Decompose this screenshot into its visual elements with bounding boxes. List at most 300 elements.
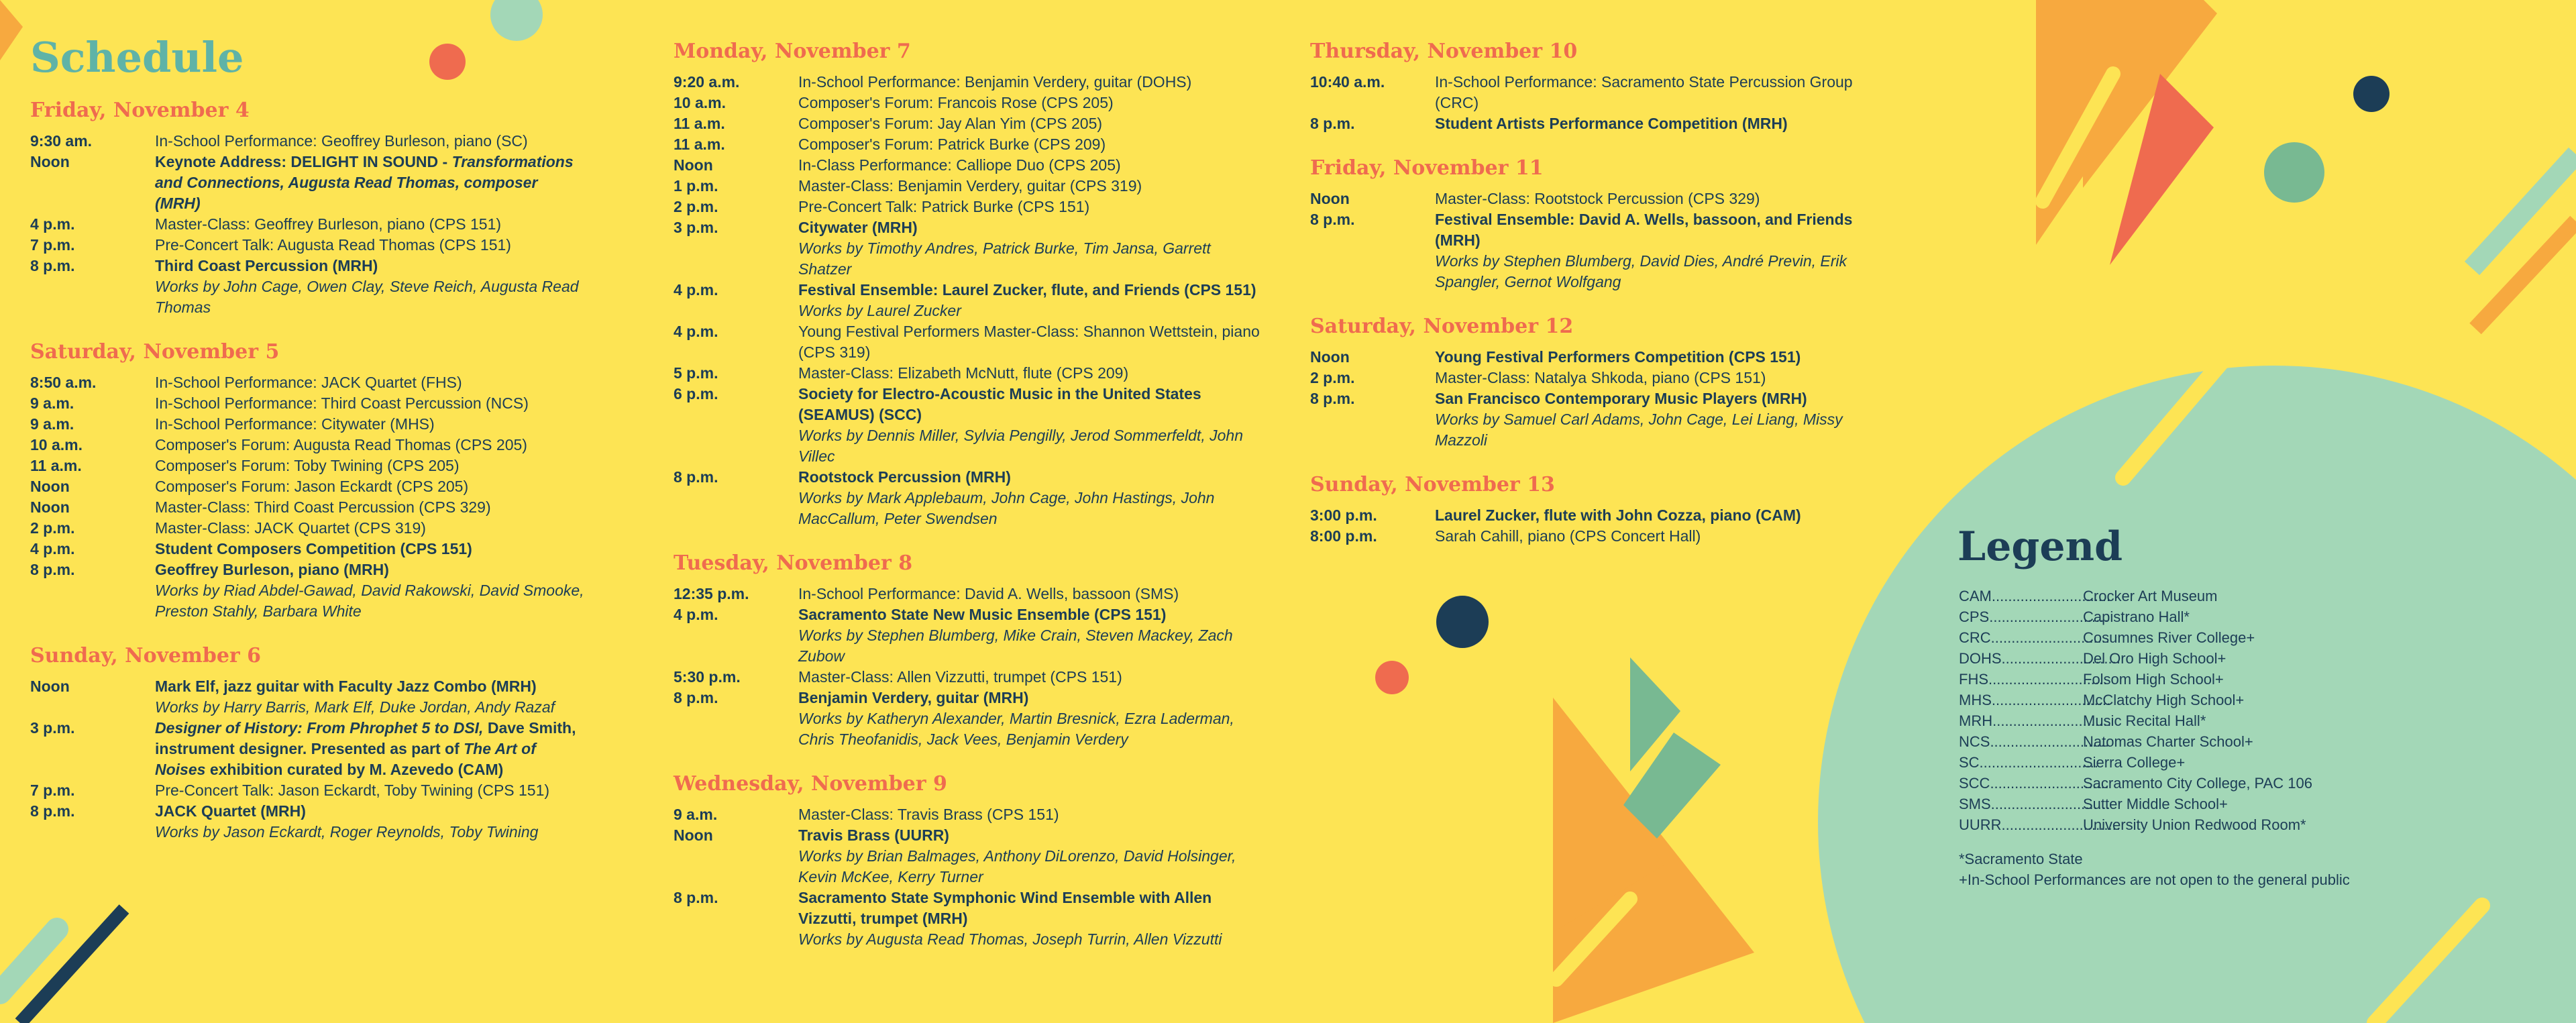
event-time: 5 p.m. (674, 364, 718, 382)
event-description (798, 72, 1264, 93)
event-title (798, 363, 1264, 384)
day-heading: Sunday, November 6 (30, 644, 262, 667)
event-works: Works by Stephen Blumberg, Mike Crain, Steven Mackey, Zach Zubow (798, 627, 1233, 665)
event-time: 8:00 p.m. (1310, 527, 1377, 545)
event-title (798, 467, 1264, 488)
event-title-text: Master-Class: JACK Quartet (CPS 319) (155, 519, 426, 537)
event-works: Works by Samuel Carl Adams, John Cage, Lei Liang, Missy Mazzoli (1435, 411, 1843, 449)
event-row (1310, 347, 1894, 368)
event-title (1435, 368, 1894, 388)
event-title (798, 72, 1264, 93)
legend-item (1959, 586, 2442, 606)
day-heading: Friday, November 4 (30, 99, 250, 122)
event-title-text: Rootstock Percussion (MRH) (798, 468, 1011, 486)
event-time: 2 p.m. (30, 519, 75, 537)
event-time: 4 p.m. (674, 606, 718, 623)
event-description (798, 887, 1264, 950)
event-time: Noon (1310, 190, 1350, 207)
event-title-text: Student Composers Competition (CPS 151) (155, 540, 472, 557)
event-row (30, 539, 587, 559)
event-title (798, 584, 1264, 604)
schedule-column-3 (1310, 40, 1894, 570)
legend-item (1959, 606, 2442, 627)
event-description (155, 780, 587, 801)
event-row (30, 780, 587, 801)
day-section (1310, 40, 1894, 134)
legend-title: Legend (1957, 523, 2123, 570)
event-row (674, 197, 1264, 217)
navy-dot (1436, 596, 1489, 648)
event-title (798, 93, 1264, 113)
event-time: 9 a.m. (30, 394, 74, 412)
event-description (155, 152, 587, 214)
event-row (674, 688, 1264, 750)
event-title (1435, 388, 1894, 409)
event-time: 8 p.m. (1310, 211, 1355, 228)
event-title (155, 455, 587, 476)
event-row (30, 676, 587, 718)
event-time: 10 a.m. (674, 94, 726, 111)
event-time: 6 p.m. (674, 385, 718, 402)
day-section (30, 99, 587, 318)
event-title-text: Master-Class: Elizabeth McNutt, flute (CPS 209) (798, 364, 1129, 382)
event-row (1310, 189, 1894, 209)
event-title-text: Composer's Forum: Augusta Read Thomas (CPS 205) (155, 436, 527, 453)
event-row (30, 152, 587, 214)
event-title (155, 131, 587, 152)
event-description (155, 518, 587, 539)
event-title (798, 217, 1264, 238)
event-title-text: Dave Smith, instrument designer. Presented as part of (155, 719, 576, 757)
event-row (1310, 505, 1894, 526)
event-row (30, 476, 587, 497)
event-title-text: Travis Brass (UURR) (798, 826, 949, 844)
event-works: Works by Jason Eckardt, Roger Reynolds, Toby Twining (155, 823, 539, 841)
event-description (1435, 368, 1894, 388)
event-time: 8 p.m. (674, 689, 718, 706)
day-section (674, 40, 1264, 529)
event-title-text: In-School Performance: Third Coast Percussion (NCS) (155, 394, 529, 412)
event-description (1435, 189, 1894, 209)
event-title-text: Pre-Concert Talk: Augusta Read Thomas (CPS 151) (155, 236, 511, 254)
event-title-emphasis: Designer of History: From Phrophet 5 to DSI, (155, 719, 484, 737)
event-title-text: In-School Performance: Citywater (MHS) (155, 415, 435, 433)
event-works: Works by Augusta Read Thomas, Joseph Turrin, Allen Vizzutti (798, 930, 1222, 948)
event-time: 11 a.m. (30, 457, 82, 474)
event-row (674, 604, 1264, 667)
legend-name: Music Recital Hall* (2083, 712, 2206, 729)
page-title: Schedule (30, 33, 244, 82)
event-description (155, 718, 587, 780)
event-title-text: Society for Electro-Acoustic Music in the United States (SEAMUS) (SCC) (798, 385, 1201, 423)
event-time: 10 a.m. (30, 436, 83, 453)
day-heading: Sunday, November 13 (1310, 473, 1555, 496)
legend-name: Crocker Art Museum (2083, 588, 2218, 604)
coral-dot-small (1375, 661, 1409, 694)
event-title (1435, 209, 1894, 251)
event-time: 12:35 p.m. (674, 585, 749, 602)
event-description (1435, 526, 1894, 547)
day-section (1310, 157, 1894, 292)
event-row (674, 72, 1264, 93)
event-description (798, 804, 1264, 825)
event-time: 4 p.m. (674, 323, 718, 340)
event-time: 3:00 p.m. (1310, 506, 1377, 524)
legend-abbr: DOHS............................. (1959, 650, 2121, 667)
legend-spacer (1959, 835, 2442, 849)
event-row (674, 321, 1264, 363)
event-works: Works by Riad Abdel-Gawad, David Rakowski, David Smooke, Preston Stahly, Barbara White (155, 582, 584, 620)
event-row (674, 93, 1264, 113)
event-row (1310, 388, 1894, 451)
event-title-text: Master-Class: Rootstock Percussion (CPS 329) (1435, 190, 1760, 207)
event-row (674, 804, 1264, 825)
legend-abbr: MHS............................. (1959, 692, 2111, 708)
event-title (155, 372, 587, 393)
event-title-text: Third Coast Percussion (MRH) (155, 257, 378, 274)
event-time: Noon (1310, 348, 1350, 366)
event-description (155, 393, 587, 414)
event-title (798, 197, 1264, 217)
event-title (155, 497, 587, 518)
event-title (798, 887, 1264, 929)
event-row (1310, 209, 1894, 292)
event-works: Works by John Cage, Owen Clay, Steve Reich, Augusta Read Thomas (155, 278, 579, 316)
event-title-text: Keynote Address: DELIGHT IN SOUND - (155, 153, 452, 170)
event-description (155, 455, 587, 476)
day-section (1310, 474, 1894, 547)
event-description (798, 584, 1264, 604)
event-description (1435, 72, 1894, 113)
event-title-emphasis: The Art of Noises (155, 740, 536, 778)
event-description (1435, 388, 1894, 451)
event-row (674, 667, 1264, 688)
event-title (1435, 113, 1894, 134)
event-title (1435, 526, 1894, 547)
event-title (155, 435, 587, 455)
legend-abbr: CPS............................. (1959, 608, 2108, 625)
day-section (1310, 315, 1894, 451)
event-description (798, 667, 1264, 688)
legend-abbr: SMS............................. (1959, 796, 2110, 812)
event-time: 9:30 am. (30, 132, 93, 150)
event-title-text: Citywater (MRH) (798, 219, 918, 236)
legend-abbr: CAM............................. (1959, 588, 2111, 604)
event-row (30, 435, 587, 455)
event-description (798, 176, 1264, 197)
event-title-emphasis: Transformations and Connections, Augusta Read Thomas, composer (MRH) (155, 153, 574, 212)
event-time: 4 p.m. (30, 540, 75, 557)
event-title-text: Composer's Forum: Patrick Burke (CPS 209) (798, 136, 1106, 153)
event-description (155, 214, 587, 235)
event-works: Works by Dennis Miller, Sylvia Pengilly, Jerod Sommerfeldt, John Villec (798, 427, 1243, 465)
event-time: 9:20 a.m. (674, 73, 740, 91)
event-row (30, 455, 587, 476)
event-time: 11 a.m. (674, 136, 725, 153)
event-description (798, 197, 1264, 217)
event-row (30, 214, 587, 235)
legend-abbr: NCS............................. (1959, 733, 2109, 750)
event-title (798, 134, 1264, 155)
event-title-text: In-School Performance: Benjamin Verdery, guitar (DOHS) (798, 73, 1192, 91)
legend-item (1959, 710, 2442, 731)
event-title-text: Pre-Concert Talk: Jason Eckardt, Toby Twining (CPS 151) (155, 782, 550, 799)
event-row (674, 280, 1264, 321)
event-title (798, 604, 1264, 625)
day-section (30, 645, 587, 843)
event-time: 1 p.m. (674, 177, 718, 195)
event-description (155, 235, 587, 256)
event-time: Noon (30, 678, 70, 695)
event-row (30, 372, 587, 393)
event-time: 8 p.m. (1310, 115, 1355, 132)
day-section (30, 341, 587, 622)
event-row (1310, 72, 1894, 113)
event-row (30, 256, 587, 318)
legend-abbr: MRH............................. (1959, 712, 2112, 729)
event-row (674, 134, 1264, 155)
event-row (30, 393, 587, 414)
event-title-text: Pre-Concert Talk: Patrick Burke (CPS 151) (798, 198, 1090, 215)
legend-list (1959, 586, 2442, 890)
event-title (155, 152, 587, 214)
coral-dot (429, 44, 466, 80)
event-description (798, 825, 1264, 887)
event-description (798, 155, 1264, 176)
event-time: 3 p.m. (674, 219, 718, 236)
event-title (798, 155, 1264, 176)
event-title (798, 176, 1264, 197)
legend-note: *Sacramento State (1959, 851, 2083, 867)
legend-item (1959, 814, 2442, 835)
event-title-text: Geoffrey Burleson, piano (MRH) (155, 561, 389, 578)
legend-name: McClatchy High School+ (2083, 692, 2245, 708)
event-row (30, 801, 587, 843)
event-description (155, 801, 587, 843)
event-title (1435, 347, 1894, 368)
event-title-text: Laurel Zucker, flute with John Cozza, piano (CAM) (1435, 506, 1801, 524)
event-works: Works by Timothy Andres, Patrick Burke, Tim Jansa, Garrett Shatzer (798, 239, 1211, 278)
event-row (30, 518, 587, 539)
day-heading: Saturday, November 12 (1310, 315, 1574, 338)
event-works: Works by Laurel Zucker (798, 302, 961, 319)
event-time: 2 p.m. (674, 198, 718, 215)
event-row (30, 559, 587, 622)
event-title (155, 214, 587, 235)
event-description (155, 476, 587, 497)
legend-item (1959, 627, 2442, 648)
event-row (30, 414, 587, 435)
event-works: Works by Harry Barris, Mark Elf, Duke Jordan, Andy Razaf (155, 698, 555, 716)
event-title (1435, 505, 1894, 526)
event-title (798, 113, 1264, 134)
day-heading: Saturday, November 5 (30, 340, 280, 364)
legend-name: Natomas Charter School+ (2083, 733, 2253, 750)
legend-name: Cosumnes River College+ (2083, 629, 2255, 646)
event-description (798, 321, 1264, 363)
event-time: 2 p.m. (1310, 369, 1355, 386)
event-title-text: Sacramento State New Music Ensemble (CPS 151) (798, 606, 1167, 623)
event-row (674, 584, 1264, 604)
event-title-text: In-Class Performance: Calliope Duo (CPS 205) (798, 156, 1121, 174)
event-time: 8 p.m. (30, 257, 75, 274)
event-title (155, 256, 587, 276)
event-title (1435, 189, 1894, 209)
event-description (798, 280, 1264, 321)
day-section (674, 773, 1264, 950)
event-description (155, 256, 587, 318)
event-description (798, 467, 1264, 529)
event-time: 11 a.m. (674, 115, 725, 132)
legend-abbr: FHS............................. (1959, 671, 2108, 688)
legend-name: Capistrano Hall* (2083, 608, 2190, 625)
event-title-text: Composer's Forum: Francois Rose (CPS 205) (798, 94, 1114, 111)
event-title-text: exhibition curated by M. Azevedo (CAM) (205, 761, 504, 778)
event-title-text: In-School Performance: Geoffrey Burleson, piano (SC) (155, 132, 528, 150)
schedule-column-2 (674, 40, 1264, 973)
event-title-text: Young Festival Performers Competition (CPS 151) (1435, 348, 1801, 366)
event-description (798, 93, 1264, 113)
event-description (798, 113, 1264, 134)
event-row (674, 176, 1264, 197)
event-description (798, 384, 1264, 467)
event-title-text: Student Artists Performance Competition (MRH) (1435, 115, 1788, 132)
event-time: Noon (674, 156, 713, 174)
legend-name: Sierra College+ (2083, 754, 2186, 771)
event-title (1435, 72, 1894, 113)
event-description (155, 676, 587, 718)
legend-item (1959, 731, 2442, 752)
event-title-text: Master-Class: Natalya Shkoda, piano (CPS 151) (1435, 369, 1766, 386)
event-description (1435, 113, 1894, 134)
event-works: Works by Mark Applebaum, John Cage, John Hastings, John MacCallum, Peter Swendsen (798, 489, 1215, 527)
event-row (674, 825, 1264, 887)
event-time: Noon (30, 498, 70, 516)
schedule-column-1 (30, 99, 587, 865)
legend-item (1959, 669, 2442, 690)
event-title-text: Master-Class: Travis Brass (CPS 151) (798, 806, 1059, 823)
event-description (155, 497, 587, 518)
event-time: Noon (30, 153, 70, 170)
event-time: 5:30 p.m. (674, 668, 741, 686)
event-time: 8 p.m. (30, 561, 75, 578)
legend-abbr: SCC............................. (1959, 775, 2109, 792)
event-title-text: Young Festival Performers Master-Class: Shannon Wettstein, piano (CPS 319) (798, 323, 1260, 361)
event-time: 10:40 a.m. (1310, 73, 1385, 91)
event-title-text: Master-Class: Geoffrey Burleson, piano (CPS 151) (155, 215, 502, 233)
event-title-text: Festival Ensemble: Laurel Zucker, flute, and Friends (CPS 151) (798, 281, 1256, 299)
legend-name: Sutter Middle School+ (2083, 796, 2228, 812)
legend-name: University Union Redwood Room* (2083, 816, 2306, 833)
legend-item (1959, 648, 2442, 669)
event-time: 4 p.m. (674, 281, 718, 299)
event-title (155, 476, 587, 497)
event-time: 8 p.m. (674, 468, 718, 486)
event-row (30, 718, 587, 780)
event-description (798, 134, 1264, 155)
event-title (155, 518, 587, 539)
day-heading: Monday, November 7 (674, 40, 911, 63)
event-time: 7 p.m. (30, 236, 75, 254)
event-row (674, 384, 1264, 467)
event-time: 3 p.m. (30, 719, 75, 737)
event-title-text: Festival Ensemble: David A. Wells, bassoon, and Friends (MRH) (1435, 211, 1853, 249)
event-title-text: Sacramento State Symphonic Wind Ensemble with Allen Vizzutti, trumpet (MRH) (798, 889, 1212, 927)
event-title-text: San Francisco Contemporary Music Players (MRH) (1435, 390, 1807, 407)
event-works: Works by Katheryn Alexander, Martin Bresnick, Ezra Laderman, Chris Theofanidis, Jack Vees, Benjamin Verdery (798, 710, 1234, 748)
event-time: 9 a.m. (30, 415, 74, 433)
legend-name: Sacramento City College, PAC 106 (2083, 775, 2312, 792)
event-title-text: Composer's Forum: Jay Alan Yim (CPS 205) (798, 115, 1103, 132)
event-title (155, 780, 587, 801)
event-title (798, 688, 1264, 708)
event-description (798, 604, 1264, 667)
event-title (155, 718, 587, 780)
event-title (155, 414, 587, 435)
legend-item (1959, 690, 2442, 710)
event-description (798, 363, 1264, 384)
event-time: 8 p.m. (1310, 390, 1355, 407)
legend-item (1959, 752, 2442, 773)
event-title (155, 539, 587, 559)
legend-name: Del Oro High School+ (2083, 650, 2226, 667)
day-heading: Wednesday, November 9 (674, 772, 947, 796)
event-title-text: Master-Class: Third Coast Percussion (CPS 329) (155, 498, 491, 516)
event-row (674, 363, 1264, 384)
legend-abbr: UURR............................. (1959, 816, 2121, 833)
event-title-text: In-School Performance: Sacramento State Percussion Group (CRC) (1435, 73, 1853, 111)
teal-dot (490, 0, 543, 41)
event-row (30, 235, 587, 256)
event-description (155, 131, 587, 152)
event-time: 9 a.m. (674, 806, 718, 823)
event-title (798, 825, 1264, 846)
event-title-text: Master-Class: Allen Vizzutti, trumpet (CPS 151) (798, 668, 1122, 686)
event-time: 8 p.m. (30, 802, 75, 820)
event-time: Noon (674, 826, 713, 844)
event-description (155, 372, 587, 393)
legend-abbr: SC............................. (1959, 754, 2098, 771)
legend-name: Folsom High School+ (2083, 671, 2224, 688)
event-row (1310, 526, 1894, 547)
event-time: 7 p.m. (30, 782, 75, 799)
event-title-text: Master-Class: Benjamin Verdery, guitar (CPS 319) (798, 177, 1142, 195)
event-time: 8:50 a.m. (30, 374, 97, 391)
event-row (1310, 368, 1894, 388)
event-time: 8 p.m. (674, 889, 718, 906)
event-title (798, 280, 1264, 301)
event-title-text: JACK Quartet (MRH) (155, 802, 306, 820)
event-title-text: Sarah Cahill, piano (CPS Concert Hall) (1435, 527, 1701, 545)
event-title (155, 393, 587, 414)
event-works: Works by Stephen Blumberg, David Dies, André Previn, Erik Spangler, Gernot Wolfgang (1435, 252, 1847, 290)
event-title (798, 321, 1264, 363)
event-description (155, 559, 587, 622)
day-heading: Thursday, November 10 (1310, 40, 1578, 63)
legend-note: +In-School Performances are not open to the general public (1959, 871, 2350, 888)
event-description (1435, 347, 1894, 368)
event-description (798, 217, 1264, 280)
event-description (155, 414, 587, 435)
event-description (1435, 505, 1894, 526)
event-works: Works by Brian Balmages, Anthony DiLorenzo, David Holsinger, Kevin McKee, Kerry Turner (798, 847, 1236, 885)
event-title (155, 676, 587, 697)
event-time: Noon (30, 478, 70, 495)
event-title (798, 804, 1264, 825)
day-heading: Tuesday, November 8 (674, 551, 913, 575)
green-dot-top (2264, 142, 2324, 203)
legend-abbr: CRC............................. (1959, 629, 2110, 646)
